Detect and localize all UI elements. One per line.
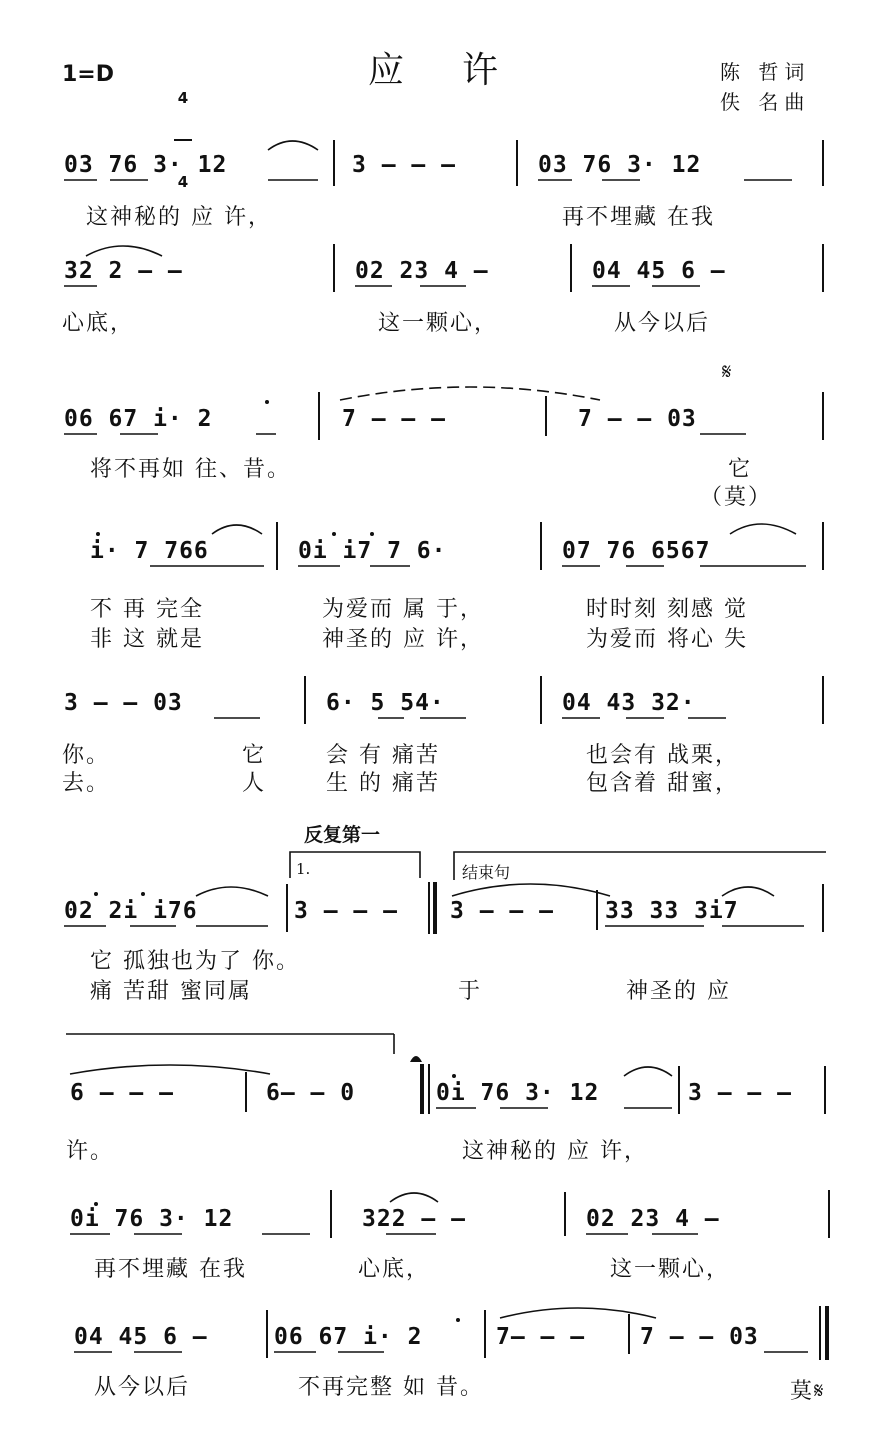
row1-lyric-b: 再不埋藏 在我 (562, 205, 715, 230)
repeat-first-label: 反复第一 (304, 824, 381, 846)
row7-lyric-b: 这神秘的 应 许， (462, 1139, 648, 1164)
row9-lyric-b: 不再完整 如 昔。 (298, 1375, 484, 1400)
row5-lyric1-c: 会 有 痛苦 (326, 743, 440, 768)
row5-lyric2-b: 人 (242, 771, 267, 796)
row3-lyric-a: 将不再如 往、昔。 (90, 457, 291, 482)
octave-dot (96, 532, 100, 536)
row6-lyric1: 它 孤独也为了 你。 (90, 949, 300, 974)
row4-lyric1-c: 时时刻 刻感 觉 (586, 597, 748, 622)
row9-lyric-a: 从今以后 (94, 1375, 191, 1400)
row7-measure3: 0i 76 3· 12 (436, 1080, 600, 1106)
row3-measure1: 06 67 i· 2 (64, 406, 213, 432)
end-segno-mark: 莫𝄋 (790, 1379, 826, 1404)
row3-lyric-b: 它 (728, 457, 753, 482)
row4-lyric1-a: 不 再 完全 (90, 597, 204, 622)
row8-measure1: 0i 76 3· 12 (70, 1206, 234, 1232)
lyricist-credit: 陈 哲词 (720, 60, 811, 84)
row5-lyric1-b: 它 (242, 743, 267, 768)
octave-dot (332, 532, 336, 536)
slur (268, 141, 318, 150)
triplet-slur (196, 887, 268, 896)
row6-measure3: 3 — — — (450, 898, 554, 924)
row4-measure2: 0i i7 7 6· (298, 538, 447, 564)
row6-lyric2-a: 痛 苦甜 蜜同属 (90, 979, 252, 1004)
row1-measure1: 03 76 3· 12 (64, 152, 228, 178)
row4-measure1: i· 7 766 (90, 538, 209, 564)
row1-measure3: 03 76 3· 12 (538, 152, 702, 178)
coda-bracket (454, 852, 826, 880)
row4-lyric2-b: 神圣的 应 许， (322, 627, 484, 652)
row5-measure1: 3 — — 03 (64, 690, 183, 716)
row9-measure1: 04 45 6 — (74, 1324, 208, 1350)
row8-measure3: 02 23 4 — (586, 1206, 720, 1232)
row8-lyric-a: 再不埋藏 在我 (94, 1257, 247, 1282)
slur (730, 524, 796, 534)
composer-credit: 佚 名曲 (720, 90, 811, 114)
row2-measure3: 04 45 6 — (592, 258, 726, 284)
row5-measure3: 04 43 32· (562, 690, 696, 716)
row5-measure2: 6· 5 54· (326, 690, 445, 716)
tie (452, 884, 610, 896)
row5-lyric2-d: 包含着 甜蜜， (586, 771, 739, 796)
segno-sign: 𝄋 (722, 360, 732, 385)
row6-measure4: 33 33 3i7 (605, 898, 739, 924)
row5-lyric2-a: 去。 (62, 771, 111, 796)
octave-dot (370, 532, 374, 536)
row7-measure4: 3 — — — (688, 1080, 792, 1106)
row7-lyric-a: 许。 (66, 1139, 115, 1164)
volta-1-label: 1. (296, 860, 311, 878)
row2-lyric-b: 这一颗心， (378, 311, 499, 336)
row3-measure3: 7 — — 03 (578, 406, 697, 432)
row6-lyric2-b: 于 (458, 979, 483, 1004)
row1-measure2: 3 — — — (352, 152, 456, 178)
row6-measure2: 3 — — — (294, 898, 398, 924)
fermata-icon (410, 1056, 422, 1062)
row3-paren-mo: （莫） (700, 485, 773, 510)
row8-lyric-c: 这一颗心， (610, 1257, 731, 1282)
octave-dot (452, 1074, 456, 1078)
row7-measure2: 6— — 0 (266, 1080, 356, 1106)
row2-lyric-c: 从今以后 (614, 311, 711, 336)
time-signature-top: 4 (177, 89, 189, 107)
row9-measure2: 06 67 i· 2 (274, 1324, 423, 1350)
row2-lyric-a: 心底， (62, 311, 135, 336)
row4-lyric2-a: 非 这 就是 (90, 627, 204, 652)
row1-lyric-a: 这神秘的 应 许， (86, 205, 272, 230)
row3-measure2: 7 — — — (342, 406, 446, 432)
row9-measure3: 7— — — (496, 1324, 586, 1350)
coda-label: 结束句 (462, 863, 511, 882)
row5-lyric2-c: 生 的 痛苦 (326, 771, 440, 796)
slur (212, 525, 262, 534)
row2-measure2: 02 23 4 — (355, 258, 489, 284)
row6-lyric2-c: 神圣的 应 (626, 979, 731, 1004)
row9-measure4: 7 — — 03 (640, 1324, 759, 1350)
tie (86, 246, 162, 256)
row5-lyric1-d: 也会有 战栗， (586, 743, 739, 768)
row4-lyric1-b: 为爱而 属 于， (322, 597, 484, 622)
octave-dot (94, 892, 98, 896)
row4-lyric2-c: 为爱而 将心 失 (586, 627, 748, 652)
octave-dot (141, 892, 145, 896)
song-title: 应许 (368, 50, 557, 91)
tie (70, 1065, 270, 1074)
row2-measure1: 32 2 — — (64, 258, 183, 284)
row8-lyric-b: 心底， (358, 1257, 431, 1282)
key-signature: 1=D (62, 62, 115, 87)
slur (390, 1193, 438, 1202)
volta-1-bracket (290, 852, 420, 878)
slur (722, 887, 774, 896)
octave-dot (456, 1318, 460, 1322)
row5-lyric1-a: 你。 (62, 743, 111, 768)
tie (500, 1308, 656, 1318)
row8-measure2: 322 — — (362, 1206, 466, 1232)
octave-dot (265, 400, 269, 404)
row6-measure1: 02 2i i76 (64, 898, 198, 924)
octave-dot (94, 1202, 98, 1206)
row7-measure1: 6 — — — (70, 1080, 174, 1106)
time-signature-bottom: 4 (177, 173, 189, 191)
slur (624, 1067, 672, 1076)
row4-measure3: 07 76 6567 (562, 538, 711, 564)
tie (340, 387, 600, 400)
